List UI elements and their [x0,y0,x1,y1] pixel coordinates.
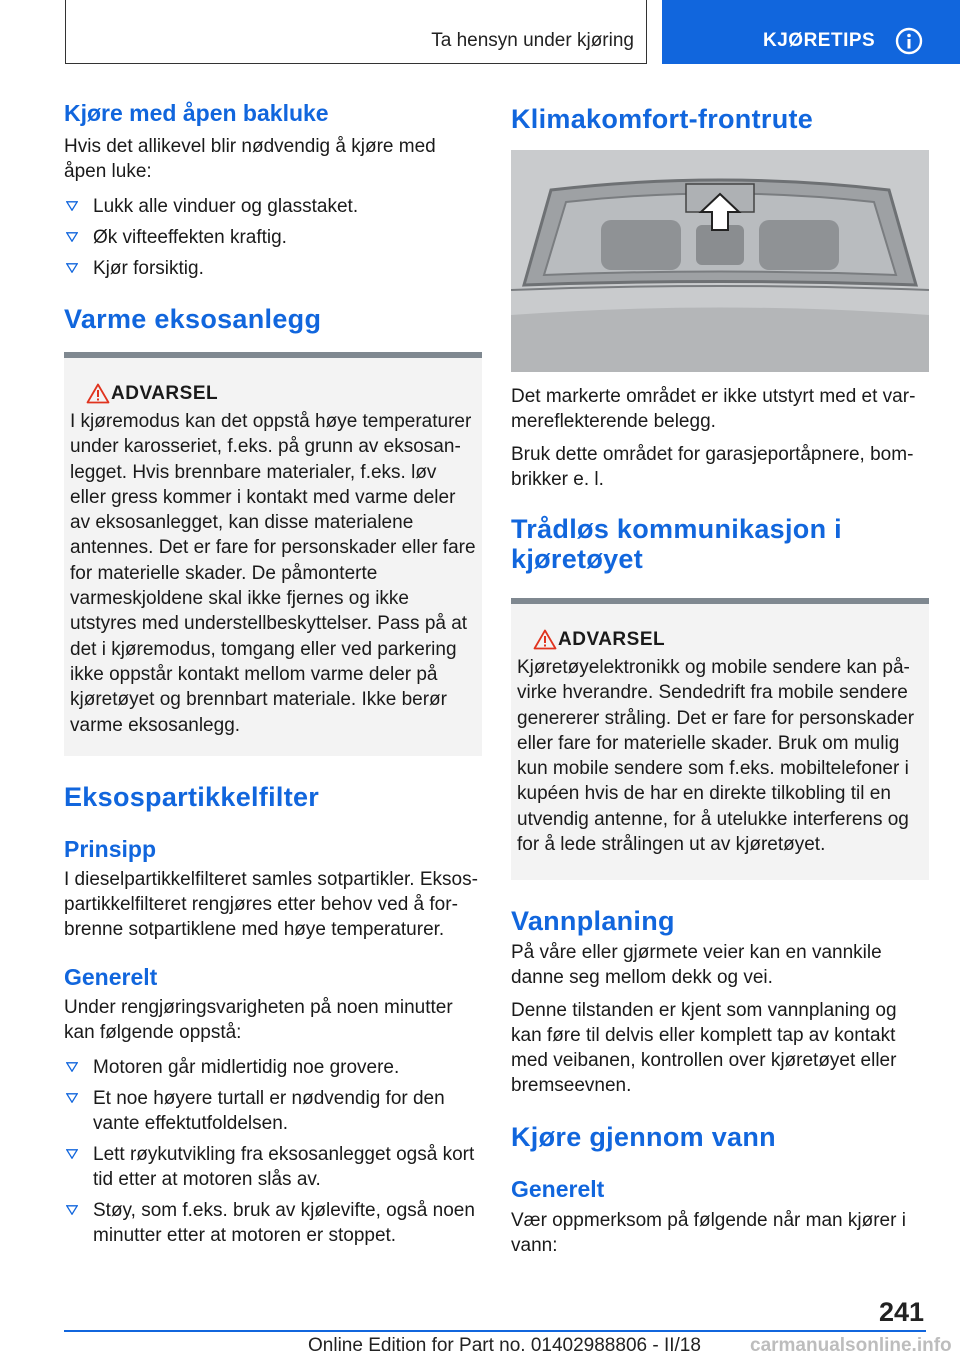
text-general: Under rengjøringsvarigheten på noen minutter kan følgende oppstå: [64,997,453,1043]
page-number: 241 [878,1297,924,1327]
edition-text: Online Edition for Part no. 01402988806 - II/18 [308,1335,701,1356]
list-cleaning-effects [64,1055,482,1248]
text-principle: I dieselpartikkelfilteret samles sotpartikler. Eksospartikkelfilteret rengjøres etter behov ved å forbrenne sotpartiklene med høye temperaturer. [64,869,478,940]
section-title: Ta hensyn under kjøring [431,30,634,51]
heading-aquaplaning: Vannplaning [511,906,675,936]
warning-triangle-icon [533,629,557,650]
heading-open-tailgate: Kjøre med åpen bakluke [64,100,329,126]
heading-general-2: Generelt [511,1176,605,1202]
warning-title: ADVARSEL [517,628,923,652]
text-climate-1: Det markerte området er ikke utstyrt med et varmereflekterende belegg. [511,386,916,432]
windshield-illustration [511,150,929,372]
triangle-bullet-icon [66,263,78,273]
list-open-tailgate [64,194,482,281]
heading-climate-windshield: Klimakomfort-frontrute [511,104,814,134]
triangle-bullet-icon [66,1149,78,1159]
text-open-tailgate: Hvis det allikevel blir nødvendig å kjøre med åpen luke: [64,136,436,182]
text-aquaplaning-2: Denne tilstanden er kjent som vannplaning og kan føre til delvis eller komplett tap av kontakt med veibanen, kontrollen over kjøretøyet eller bremseevnen. [511,1000,897,1096]
text-general-2: Vær oppmerksom på følgende når man kjører i vann: [511,1210,906,1256]
warning-box-exhaust [64,352,482,756]
heading-hot-exhaust: Varme eksosanlegg [64,304,322,334]
triangle-bullet-icon [66,1062,78,1072]
heading-wireless: Trådløs kommunikasjon i kjøretøyet [511,514,842,574]
triangle-bullet-icon [66,1093,78,1103]
warning-box-wireless [511,598,929,880]
chapter-tab[interactable] [662,0,960,64]
warning-triangle-icon [86,383,110,404]
list-item: Lukk alle vinduer og glasstaket. [64,194,482,219]
heading-water-driving: Kjøre gjennom vann [511,1122,776,1152]
warning-title: ADVARSEL [70,382,476,406]
heading-principle: Prinsipp [64,836,157,862]
list-item: Lett røykutvikling fra eksosanlegget også kort tid etter at motoren slås av. [64,1142,482,1192]
heading-general: Generelt [64,964,158,990]
rear-window-drawing [511,150,929,372]
list-item: Et noe høyere turtall er nødvendig for den vante effektutfoldelsen. [64,1086,482,1136]
triangle-bullet-icon [66,232,78,242]
list-item: Motoren går midlertidig noe grovere. [64,1055,482,1080]
list-item: Støy, som f.eks. bruk av kjølevifte, også noen minutter etter at motoren er stoppet. [64,1198,482,1248]
list-item: Øk vifteeffekten kraftig. [64,225,482,250]
text-aquaplaning-1: På våre eller gjørmete veier kan en vannkile danne seg mellom dekk og vei. [511,942,882,988]
watermark: carmanualsonline.info [750,1335,952,1356]
footer-divider [64,1330,926,1332]
warning-text: Kjøretøyelektronikk og mobile sendere kan påvirke hverandre. Sendedrift fra mobile sendere genererer stråling. Det er fare for personskader eller fare for materielle skader. Bruk om mulig kun mobile sendere som f.eks. mobiltelefoner i kupéen hvis de har en direkte tilkobling til en utvendig antenne, for å utelukke interferens og for å lede strålingen ut av kjøretøyet. [517,657,915,856]
chapter-tab-label: KJØRETIPS [763,30,876,51]
heading-particle-filter: Eksospartikkelfilter [64,782,320,812]
left-column [64,98,482,1248]
text-climate-2: Bruk dette området for garasjeportåpnere, bombrikker e. l. [511,444,914,490]
list-item: Kjør forsiktig. [64,256,482,281]
triangle-bullet-icon [66,1205,78,1215]
info-icon[interactable] [895,27,923,55]
triangle-bullet-icon [66,201,78,211]
right-column [511,102,929,1258]
warning-text: I kjøremodus kan det oppstå høye temperaturer under karosseriet, f.eks. på grunn av eksosanlegget. Hvis brennbare materialer, f.eks. løv eller gress kommer i kontakt med varme deler av eksosanlegget, kan disse materialene antennes. Det er fare for personskader eller fare for materielle skader. De påmonterte varmeskjoldene skal ikke fjernes og ikke utstyres med understellbeskyttelser. Pass på at det i kjøremodus, tomgang eller ved parkering ikke oppstår kontakt mellom varme deler på kjøretøyet og brennbart materiale. Ikke berør varme eksosanlegg. [70,411,476,736]
